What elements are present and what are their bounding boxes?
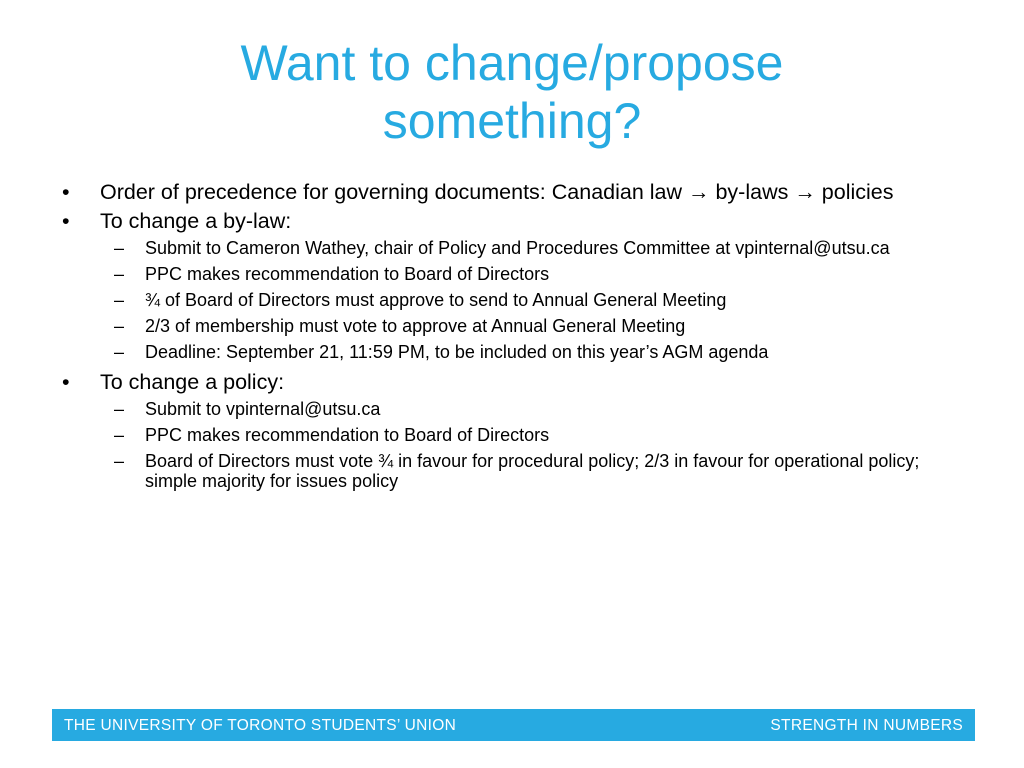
list-item — [62, 209, 922, 233]
dash-bullet-icon: – — [114, 316, 125, 336]
sub-list-item-text: Deadline: September 21, 11:59 PM, to be included on this year’s AGM agenda — [145, 342, 769, 362]
dash-bullet-icon: – — [114, 290, 125, 310]
list-item-text: To change a by-law: — [100, 209, 292, 233]
bullet-icon: • — [62, 370, 70, 394]
sub-list-item — [62, 425, 922, 445]
bullet-icon: • — [62, 209, 70, 233]
footer-slogan: STRENGTH IN NUMBERS — [770, 717, 963, 734]
title-line-1: Want to change/propose — [240, 35, 784, 91]
sub-list-item-text: 2/3 of membership must vote to approve at Annual General Meeting — [145, 316, 686, 336]
list-item — [62, 370, 922, 394]
slide-title — [0, 34, 1024, 150]
footer-organization: THE UNIVERSITY OF TORONTO STUDENTS’ UNION — [64, 717, 457, 734]
dash-bullet-icon: – — [114, 264, 125, 284]
dash-bullet-icon: – — [114, 399, 125, 419]
sub-list-item-text: PPC makes recommendation to Board of Directors — [145, 264, 550, 284]
footer-bar — [52, 709, 975, 741]
dash-bullet-icon: – — [114, 238, 125, 258]
sub-list-item-text: Board of Directors must vote ¾ in favour for procedural policy; 2/3 in favour for operational policy; simple majority for issues policy — [145, 451, 920, 491]
sub-list-item-text: Submit to Cameron Wathey, chair of Policy and Procedures Committee at vpinternal@utsu.ca — [145, 238, 890, 258]
dash-bullet-icon: – — [114, 451, 125, 471]
sub-list — [62, 238, 922, 362]
sub-list-item — [62, 399, 922, 419]
sub-list-item — [62, 342, 922, 362]
list-item — [62, 180, 922, 204]
sub-list-item — [62, 290, 922, 310]
title-line-2: something? — [382, 93, 642, 149]
sub-list-item — [62, 451, 922, 491]
bullet-list — [62, 180, 922, 499]
dash-bullet-icon: – — [114, 342, 125, 362]
list-item-text: Order of precedence for governing documents: Canadian law → by-laws → policies — [100, 180, 894, 204]
sub-list-item-text: PPC makes recommendation to Board of Directors — [145, 425, 550, 445]
sub-list-item — [62, 264, 922, 284]
bullet-icon: • — [62, 180, 70, 204]
sub-list-item — [62, 238, 922, 258]
list-item-text: To change a policy: — [100, 370, 285, 394]
sub-list-item-text: Submit to vpinternal@utsu.ca — [145, 399, 381, 419]
sub-list — [62, 399, 922, 491]
dash-bullet-icon: – — [114, 425, 125, 445]
sub-list-item — [62, 316, 922, 336]
sub-list-item-text: ¾ of Board of Directors must approve to send to Annual General Meeting — [145, 290, 727, 310]
